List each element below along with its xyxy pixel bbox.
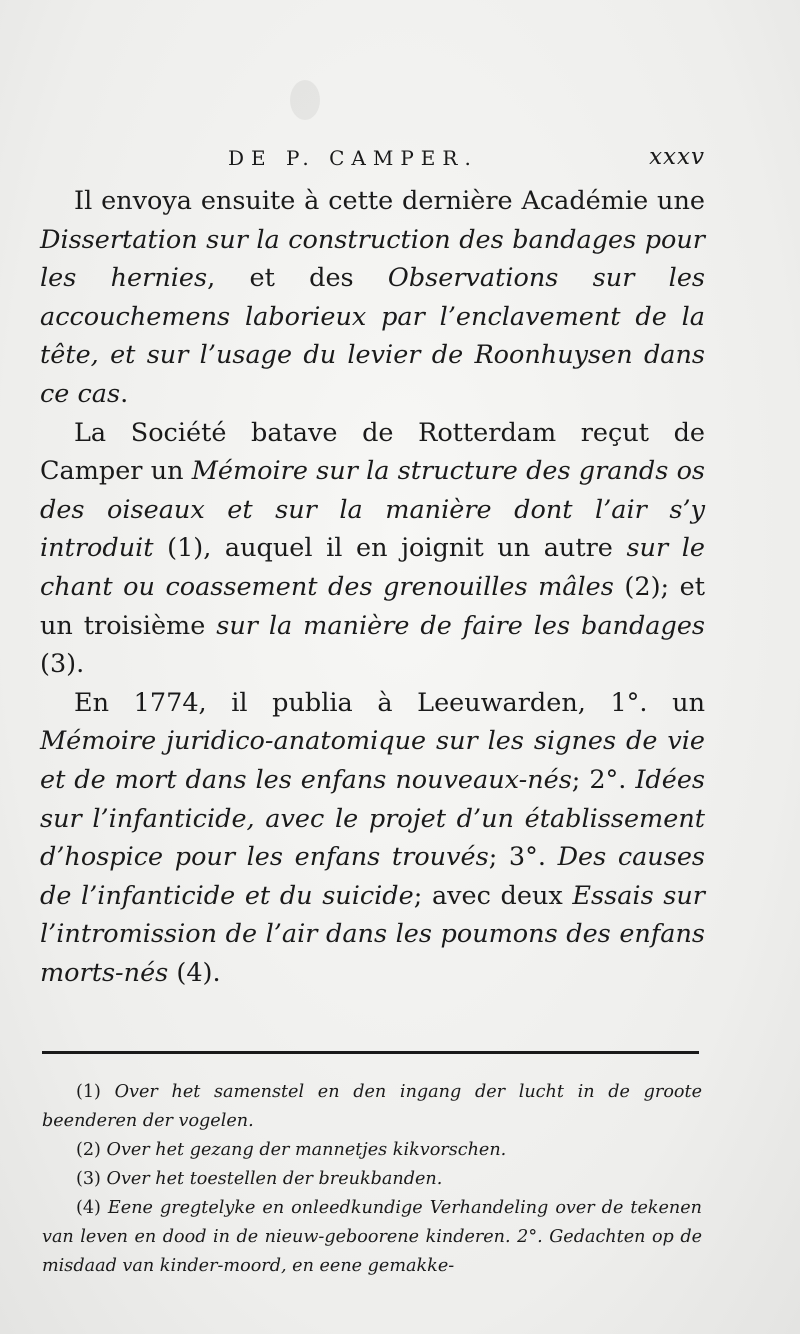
footnote-text: Over het samenstel en den ingang der lucht in de groote beenderen der vogelen.: [42, 1082, 702, 1131]
footnote-number: (3): [76, 1169, 101, 1189]
italic-title-run: Mémoire sur la structure des grands os des oiseaux et sur la manière dont l’air s’y introduit: [40, 456, 706, 564]
footnote: [42, 1165, 702, 1194]
footnote: [42, 1194, 702, 1281]
footnote-number: (2): [76, 1140, 101, 1160]
italic-title-run: Dissertation sur la construction des bandages pour les hernies: [40, 224, 705, 294]
page-header: [40, 146, 705, 180]
footnote: [42, 1136, 702, 1165]
footnote-text: Over het toestellen der breukbanden.: [100, 1169, 443, 1189]
text-run: (3).: [40, 649, 85, 680]
paragraph: [40, 182, 705, 414]
footnote-text: Over het gezang der mannetjes kikvorschen.: [100, 1140, 507, 1160]
body-text: [40, 182, 705, 992]
italic-title-run: Mémoire juridico-anatomique sur les signes de vie et de mort dans les enfans nouveaux-nés: [40, 726, 705, 795]
paper-stain: [290, 80, 320, 120]
italic-title-run: sur la manière de faire les bandages: [216, 610, 705, 641]
italic-title-run: Essais sur l’intromission de l’air dans les poumons des enfans morts-nés: [40, 880, 705, 988]
footnote-text: Eene gregtelyke en onleedkundige Verhandeling over de tekenen van leven en dood in de nieuw-geboorene kinderen. 2°. Gedachten op de misdaad van kinder-moord, en eene gemakke-: [42, 1198, 702, 1276]
italic-title-run: Observations sur les accouchemens laborieux par l’enclavement de la tête, et sur l’usage du levier de Roonhuysen dans ce cas: [40, 263, 706, 409]
paragraph: [40, 684, 705, 993]
italic-title-run: Idées sur l’infanticide, avec le projet d’un établissement d’hospice pour les enfans trouvés: [40, 764, 705, 873]
text-run: ; avec deux: [413, 880, 573, 911]
footnote-rule: [42, 1051, 699, 1054]
text-run: (4).: [168, 957, 221, 988]
footnote-number: (1): [76, 1082, 101, 1102]
italic-title-run: Des causes de l’infanticide et du suicide: [40, 842, 705, 911]
text-run: , et des: [207, 263, 388, 294]
running-title: DE P. CAMPER.: [228, 146, 478, 170]
text-run: (2); et un troisième: [40, 571, 706, 641]
text-run: .: [120, 378, 129, 409]
text-run: En 1774, il publia à Leeuwarden, 1°. un: [74, 687, 705, 718]
footnote: [42, 1078, 702, 1136]
text-run: Il envoya ensuite à cette dernière Académie une: [74, 186, 705, 216]
italic-title-run: sur le chant ou coassement des grenouilles mâles: [40, 533, 705, 602]
text-run: La Société batave de Rotterdam reçut de Camper un: [40, 417, 705, 487]
footnotes: [42, 1078, 702, 1281]
page-number: xxxv: [649, 144, 705, 170]
text-run: (1), auquel il en joignit un autre: [153, 533, 627, 564]
paragraph: [40, 414, 705, 684]
text-run: ; 3°.: [488, 842, 558, 873]
text-run: ; 2°.: [571, 764, 636, 795]
footnote-number: (4): [76, 1198, 101, 1218]
